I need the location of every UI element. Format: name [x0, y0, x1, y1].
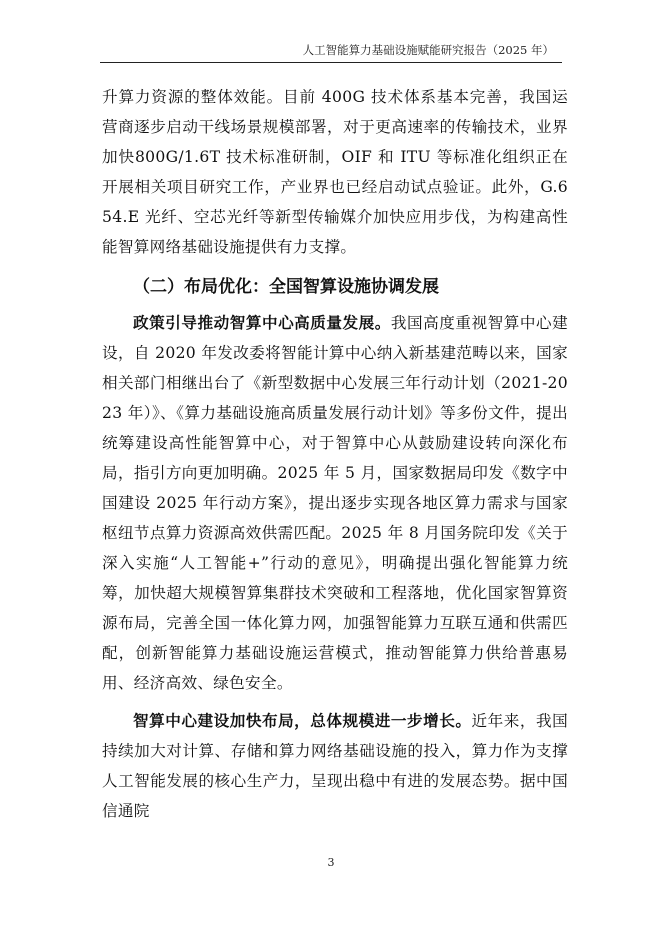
section-heading: （二）布局优化：全国智算设施协调发展: [133, 277, 439, 297]
paragraph-policy: [102, 308, 568, 698]
page-number: 3: [327, 856, 335, 869]
paragraph-text: 我国高度重视智算中心建设，自 2020 年发改委将智能计算中心纳入新基建范畴以来，国家相关部门相继出台了《新型数据中心发展三年行动计划（2021-2023 年）》、《算力基础设施高质量发展行动计划》等多份文件，提出统筹建设高性能智算中心，对于智算中心从鼓励建设转向深化布局，指引方向更加明确。2025 年 5 月，国家数据局印发《数字中国建设 2025 年行动方案》，提出逐步实现各地区算力需求与国家枢纽节点算力资源高效供需匹配。2025 年 8 月国务院印发《关于深入实施“人工智能+”行动的意见》，明确提出强化智能算力统筹，加快超大规模智算集群技术突破和工程落地，优化国家智算资源布局，完善全国一体化算力网，加强智能算力互联互通和供需匹配，创新智能算力基础设施运营模式，推动智能算力供给普惠易用、经济高效、绿色安全。: [102, 314, 568, 692]
paragraph-growth: [102, 706, 568, 826]
paragraph-text: 近年来，我国持续加大对计算、存储和算力网络基础设施的投入，算力作为支撑人工智能发展的核心生产力，呈现出稳中有进的发展态势。据中国信通院: [102, 712, 568, 820]
paragraph-lead: 政策引导推动智算中心高质量发展。: [133, 314, 391, 332]
paragraph-lead: 智算中心建设加快布局，总体规模进一步增长。: [133, 712, 472, 730]
page-header: 人工智能算力基础设施赋能研究报告（2025 年）: [302, 43, 554, 57]
header-divider: [100, 62, 562, 63]
document-body: [102, 82, 568, 826]
paragraph-continuation: 升算力资源的整体效能。目前 400G 技术体系基本完善，我国运营商逐步启动干线场景规模部署，对于更高速率的传输技术，业界加快800G/1.6T 技术标准研制，OIF 和 ITU 等标准化组织正在开展相关项目研究工作，产业界也已经启动试点验证。此外，G.654.E 光纤、空芯光纤等新型传输媒介加快应用步伐，为构建高性能智算网络基础设施提供有力支撑。: [102, 88, 568, 256]
